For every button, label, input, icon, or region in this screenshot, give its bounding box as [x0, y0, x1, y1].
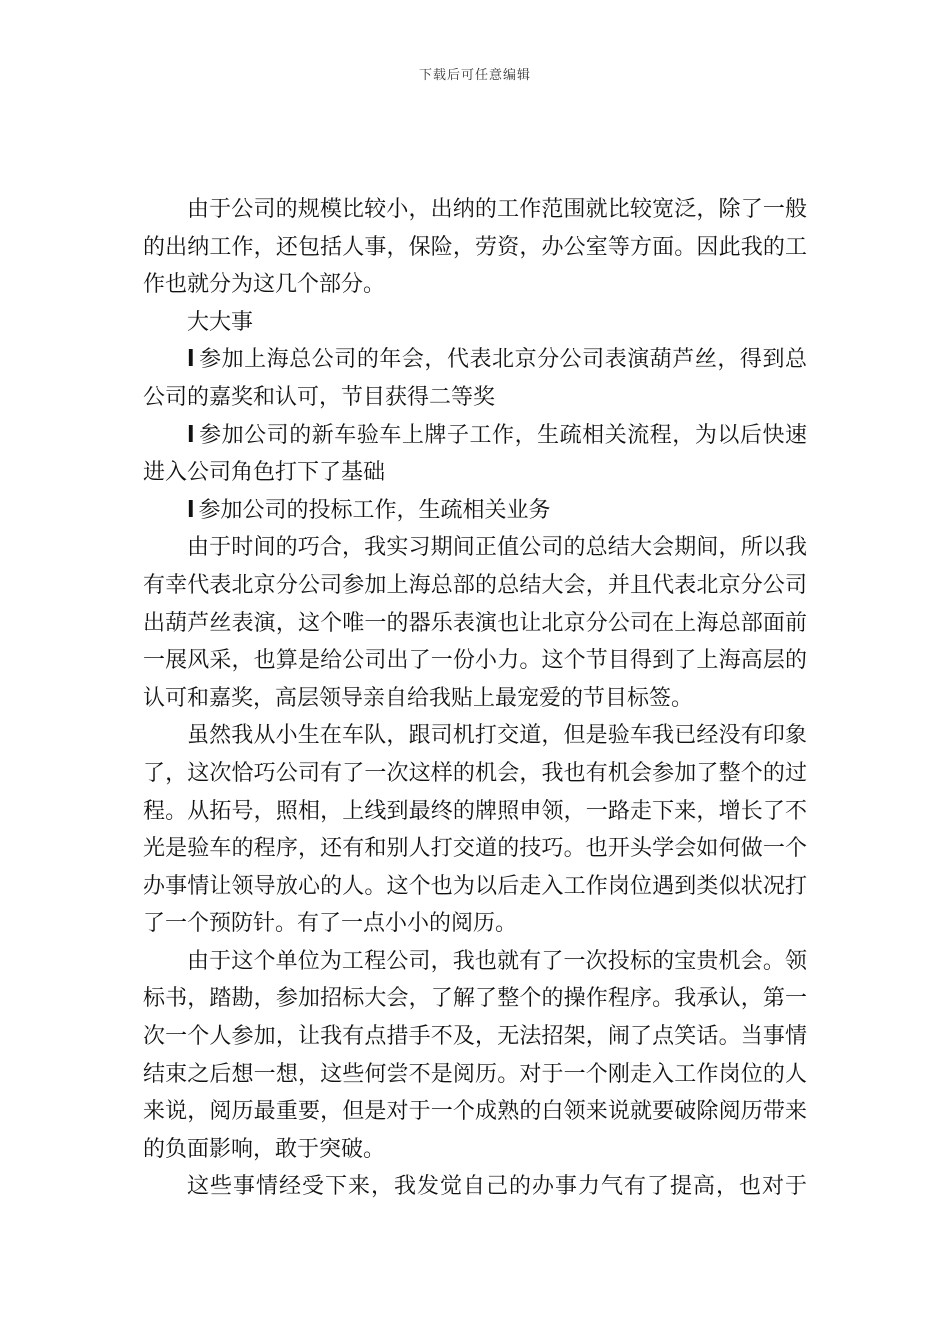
section-heading: 大大事 [187, 309, 254, 335]
bullet-icon: l [187, 497, 195, 523]
document-body [143, 191, 807, 1206]
bullet-icon: l [187, 347, 195, 373]
paragraph-bidding: 由于这个单位为工程公司，我也就有了一次投标的宝贵机会。领标书，踏勘，参加招标大会，了解了整个的操作程序。我承认，第一次一个人参加，让我有点措手不及，无法招架，闹了点笑话。当事情结束之后想一想，这些何尝不是阅历。对于一个刚走入工作岗位的人来说，阅历最重要，但是对于一个成熟的白领来说就要破除阅历带来的负面影响，敢于突破。 [143, 948, 807, 1162]
paragraph-vehicle-inspection: 虽然我从小生在车队，跟司机打交道，但是验车我已经没有印象了，这次恰巧公司有了一次这样的机会，我也有机会参加了整个的过程。从拓号，照相，上线到最终的牌照申领，一路走下来，增长了不光是验车的程序，还有和别人打交道的技巧。也开头学会如何做一个办事情让领导放心的人。这个也为以后走入工作岗位遇到类似状况打了一个预防针。有了一点小小的阅历。 [143, 723, 807, 937]
paragraph-intro: 由于公司的规模比较小，出纳的工作范围就比较宽泛，除了一般的出纳工作，还包括人事，保险，劳资，办公室等方面。因此我的工作也就分为这几个部分。 [143, 197, 807, 298]
bullet-item-text: 参加公司的投标工作，生疏相关业务 [198, 497, 551, 523]
paragraph-annual-meeting: 由于时间的巧合，我实习期间正值公司的总结大会期间，所以我有幸代表北京分公司参加上海总部的总结大会，并且代表北京分公司出葫芦丝表演，这个唯一的器乐表演也让北京分公司在上海总部面前一展风采，也算是给公司出了一份小力。这个节目得到了上海高层的认可和嘉奖，高层领导亲自给我贴上最宠爱的节目标签。 [143, 535, 807, 711]
bullet-icon: l [187, 422, 195, 448]
bullet-item-text: 参加上海总公司的年会，代表北京分公司表演葫芦丝，得到总公司的嘉奖和认可，节目获得二等奖 [143, 347, 807, 410]
page-header: 下载后可任意编辑 [418, 68, 531, 83]
bullet-item-bidding [143, 492, 807, 530]
paragraph-conclusion: 这些事情经受下来，我发觉自己的办事力气有了提高，也对于 [187, 1174, 807, 1200]
bullet-item-text: 参加公司的新车验车上牌子工作，生疏相关流程，为以后快速进入公司角色打下了基础 [143, 422, 807, 486]
bullet-item-vehicle-inspection [143, 417, 807, 492]
bullet-item-annual-meeting [143, 341, 807, 416]
